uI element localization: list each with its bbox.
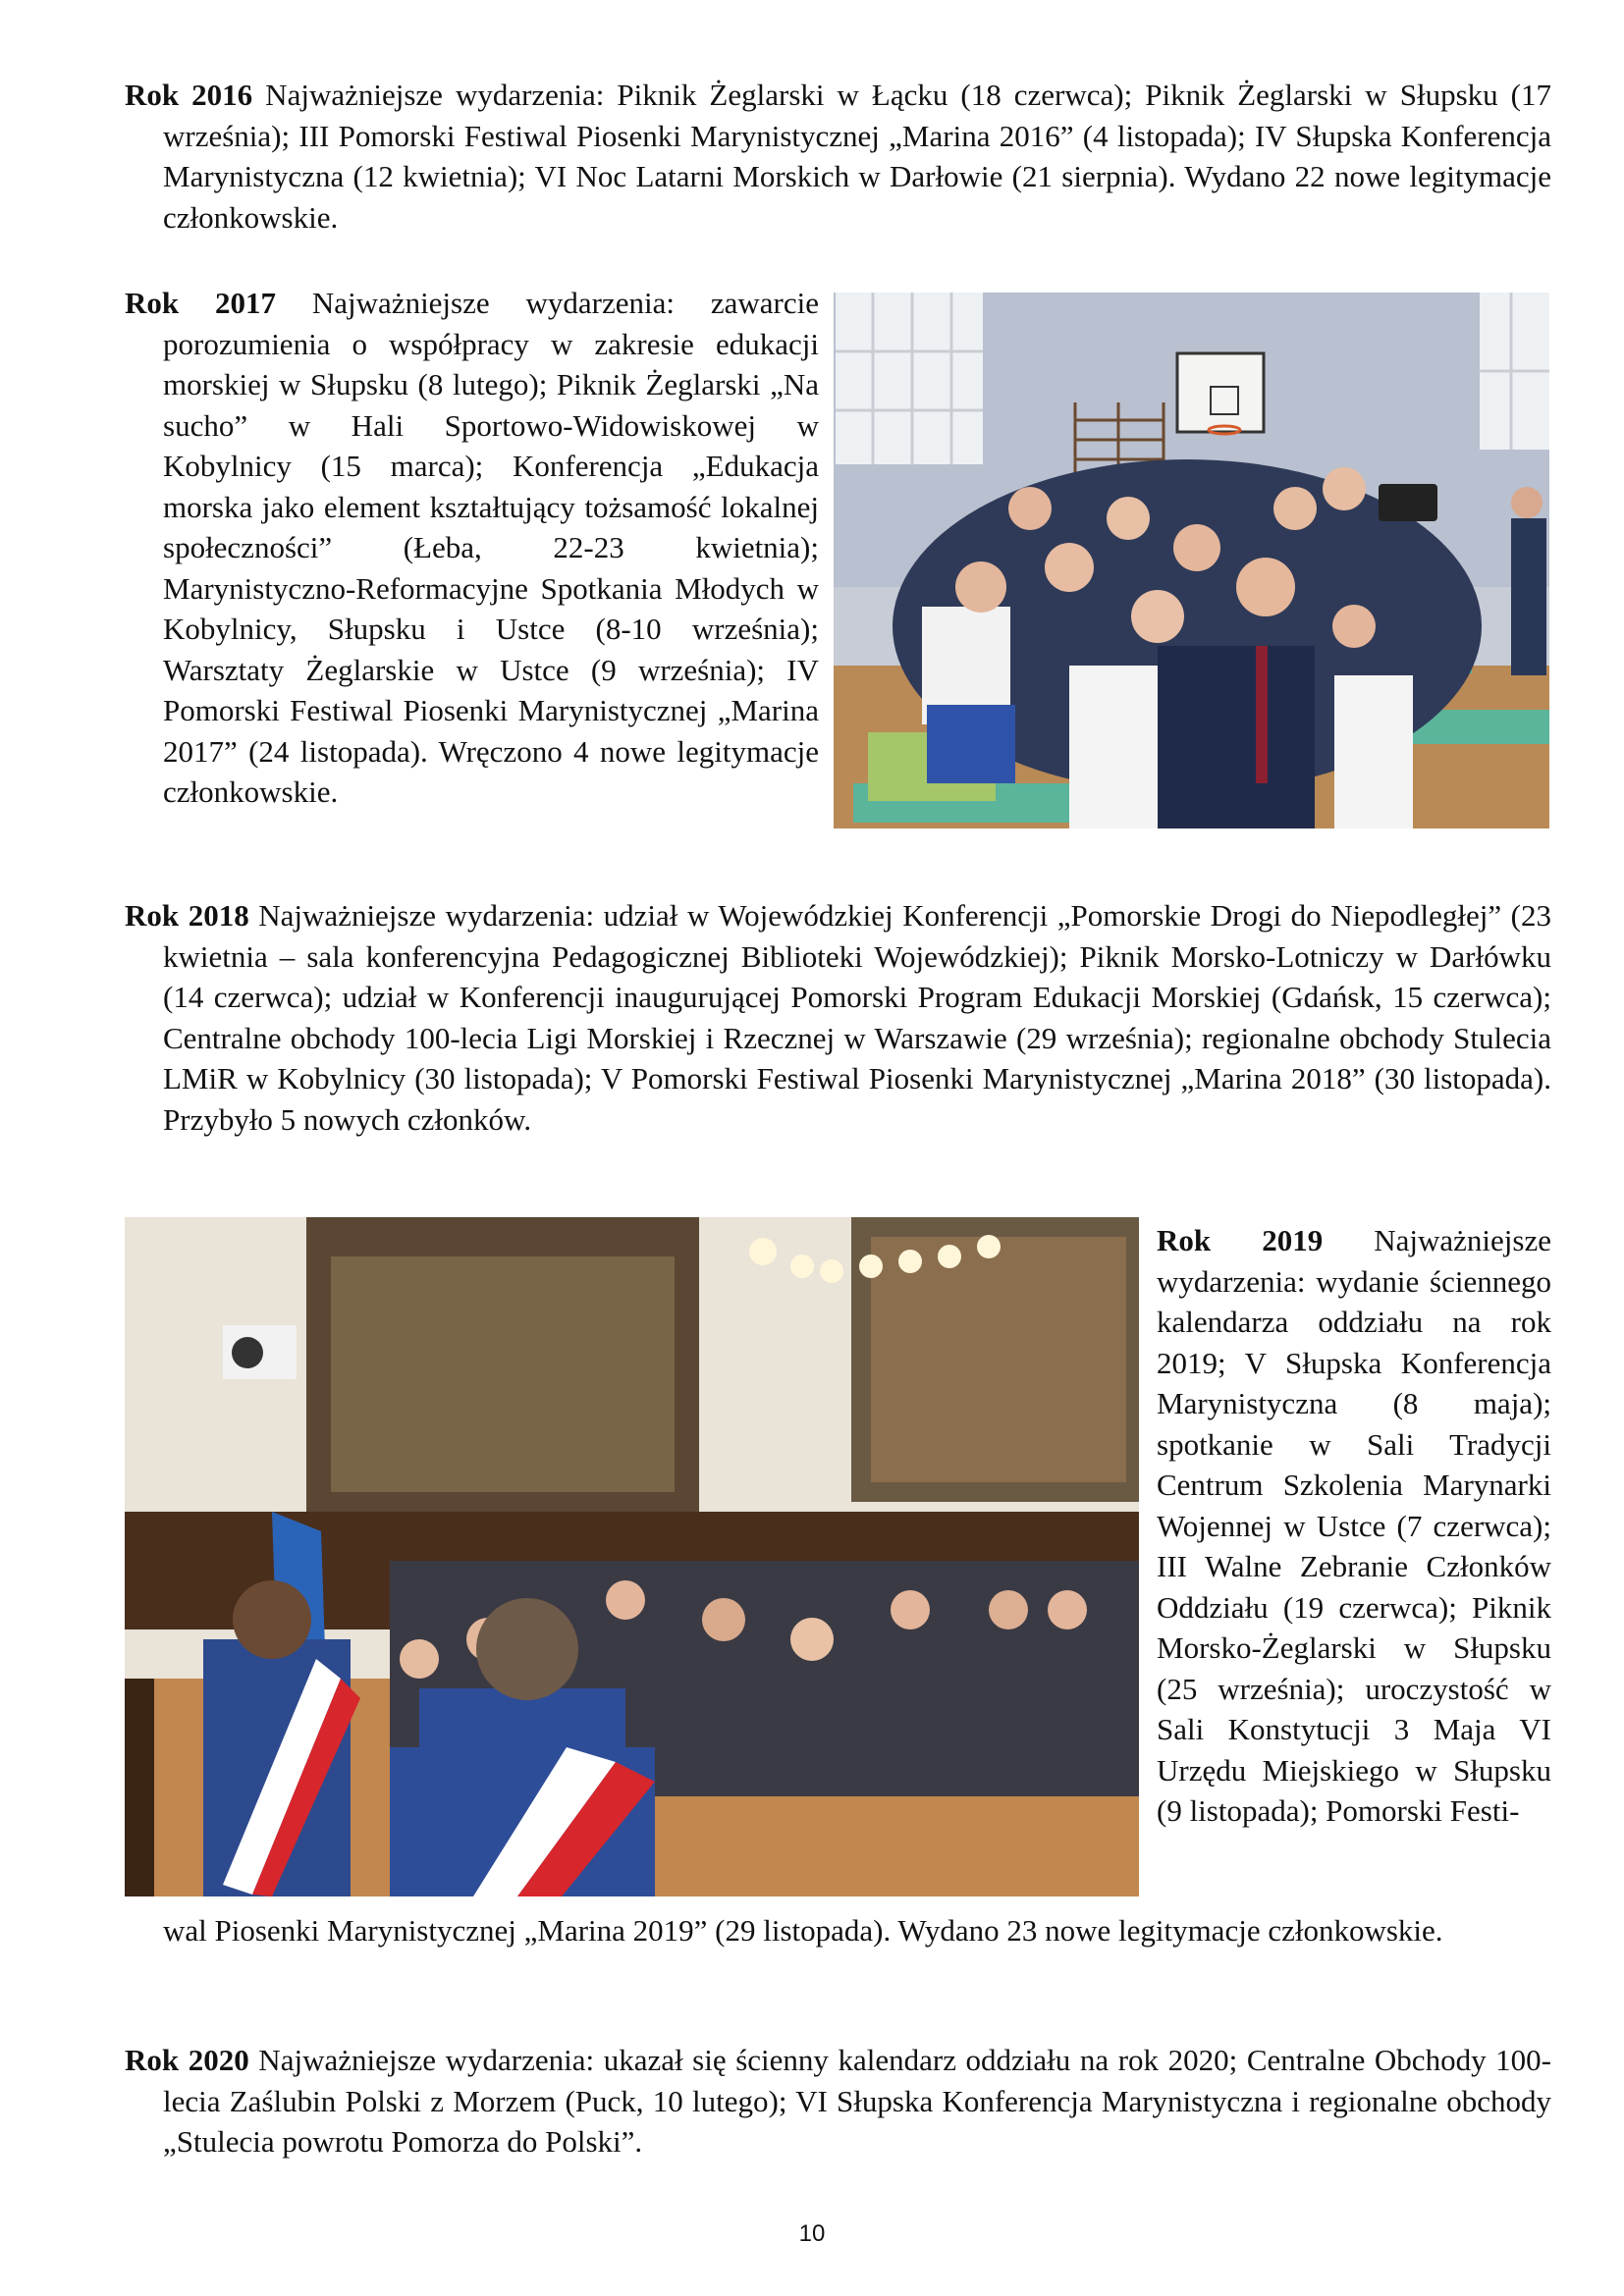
section-text: Najważniejsze wydarzenia: Piknik Żeglarski w Łącku (18 czerwca); Piknik Żeglarski w Słupsku (17 września); III Pomorski Festiwal Piosenki Marynistycznej „Marina 2016” (4 listopada); IV Słupska Konferencja Marynistyczna (12 kwietnia); VI Noc Latarni Morskich w Darłowie (21 sierpnia). Wydano 22 nowe legitymacje członkowskie. xyxy=(163,78,1551,235)
page-number: 10 xyxy=(798,2220,826,2247)
year-label: Rok 2016 xyxy=(125,78,253,112)
section-text: Najważniejsze wydarzenia: wydanie ściennego kalendarza oddziału na rok 2019; V Słupska Konferencja Marynistyczna (8 maja); spotkanie w Sali Tradycji Centrum Szkolenia Marynarki Wojennej w Ustce (7 czerwca); III Walne Zebranie Członków Oddziału (19 czerwca); Piknik Morsko-Żeglarski w Słupsku (25 września); uroczystość w Sali Konstytucji 3 Maja VI Urzędu Miejskiego w Słupsku (9 listopada); Pomorski Festi- xyxy=(1157,1223,1551,1828)
section-text: Najważniejsze wydarzenia: ukazał się ścienny kalendarz oddziału na rok 2020; Centralne Obchody 100-lecia Zaślubin Polski z Morzem (Puck, 10 lutego); VI Słupska Konferencja Marynistyczna i regionalne obchody „Stulecia powrotu Pomorza do Polski”. xyxy=(163,2043,1551,2159)
year-label: Rok 2019 xyxy=(1157,1223,1324,1257)
photo-school-selfie xyxy=(834,293,1549,828)
section-2018 xyxy=(125,895,1551,1140)
section-text: Najważniejsze wydarzenia: udział w Wojewódzkiej Konferencji „Pomorskie Drogi do Niepodległej” (23 kwietnia – sala konferencyjna Pedagogicznej Biblioteki Wojewódzkiej); Piknik Morsko-Lotniczy w Darłówku (14 czerwca); udział w Konferencji inaugurującej Pomorski Program Edukacji Morskiej (Gdańsk, 15 czerwca); Centralne obchody 100-lecia Ligi Morskiej i Rzecznej w Warszawie (29 września); regionalne obchody Stulecia LMiR w Kobylnicy (30 listopada); V Pomorski Festiwal Piosenki Marynistycznej „Marina 2018” (30 listopada). Przybyło 5 nowych członków. xyxy=(163,898,1551,1137)
section-2019-continuation: wal Piosenki Marynistycznej „Marina 2019” (29 listopada). Wydano 23 nowe legitymacje członkowskie. xyxy=(163,1913,1443,1948)
year-label: Rok 2018 xyxy=(125,898,249,933)
section-2016 xyxy=(125,75,1551,238)
section-2020 xyxy=(125,2040,1551,2163)
section-2019 xyxy=(1157,1220,1551,1832)
year-label: Rok 2017 xyxy=(125,286,277,320)
photo-ceremony-hall xyxy=(125,1217,1139,1896)
section-2017 xyxy=(125,283,819,813)
section-text: Najważniejsze wydarzenia: zawarcie porozumienia o współpracy w zakresie edukacji morskiej w Słupsku (8 lutego); Piknik Żeglarski „Na sucho” w Hali Sportowo-Widowiskowej w Kobylnicy (15 marca); Konferencja „Edukacja morska jako element kształtujący tożsamość lokalnej społeczności” (Łeba, 22-23 kwietnia); Marynistyczno-Reformacyjne Spotkania Młodych w Kobylnicy, Słupsku i Ustce (8-10 września); Warsztaty Żeglarskie w Ustce (9 września); IV Pomorski Festiwal Piosenki Marynistycznej „Marina 2017” (24 listopada). Wręczono 4 nowe legitymacje członkowskie. xyxy=(163,286,819,809)
year-label: Rok 2020 xyxy=(125,2043,249,2077)
